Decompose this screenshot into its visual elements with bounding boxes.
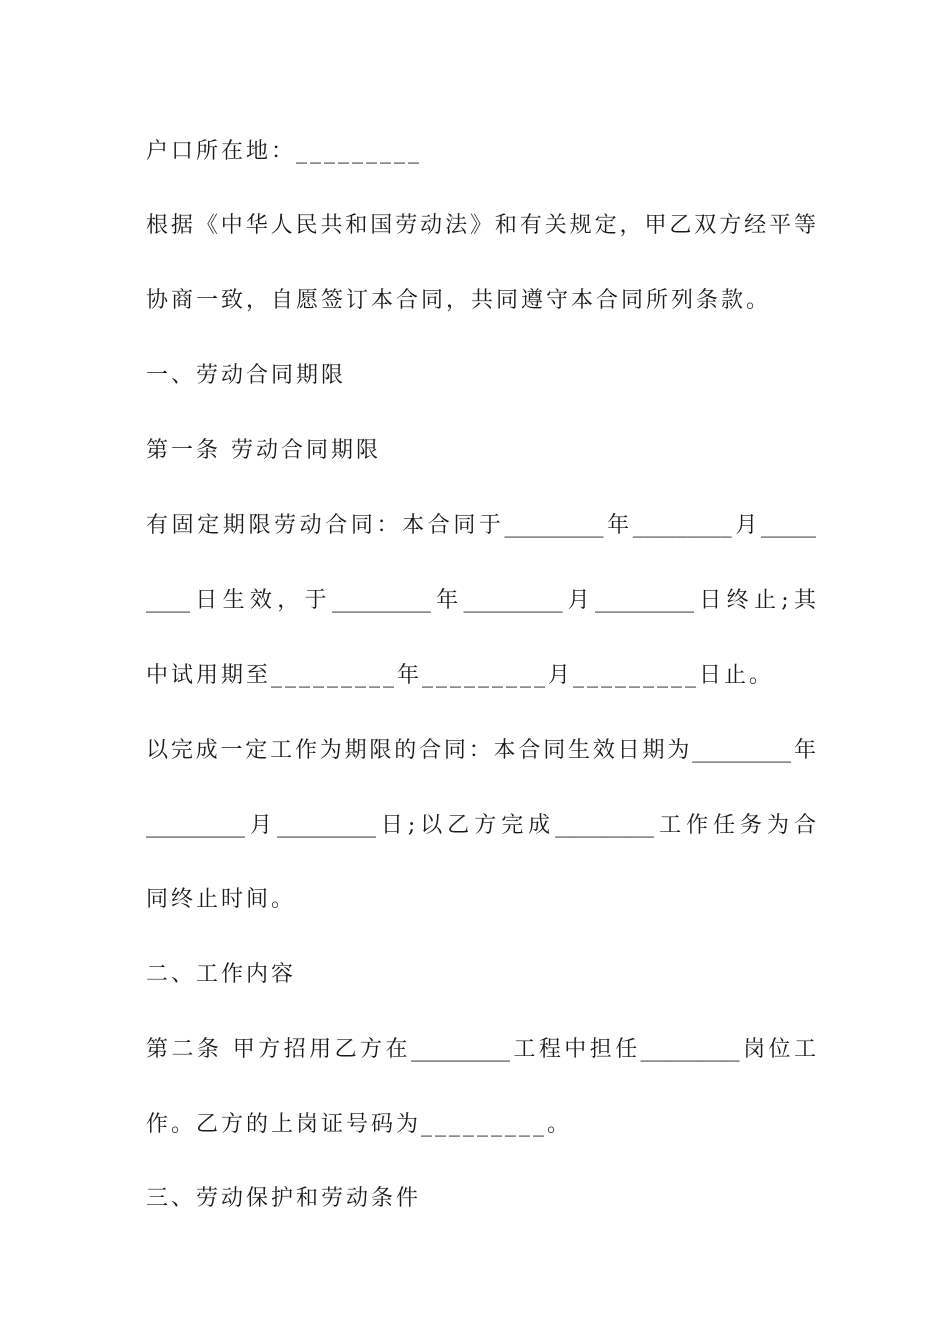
fixed-term-line-3: 中试用期至_________年_________月_________日止。 bbox=[146, 663, 775, 688]
preamble-line-1: 根据《中华人民共和国劳动法》和有关规定，甲乙双方经平等 bbox=[146, 213, 816, 238]
article-2-line-1: 第二条 甲方招用乙方在_________工程中担任_________岗位工 bbox=[146, 1037, 816, 1062]
article-1-heading: 第一条 劳动合同期限 bbox=[146, 438, 381, 463]
fixed-term-line-2: ____日生效，于_________年_________月_________日终止;其 bbox=[146, 588, 816, 613]
household-registration-line: 户口所在地：_________ bbox=[146, 139, 423, 164]
task-term-line-1: 以完成一定工作为期限的合同：本合同生效日期为_________年 bbox=[146, 738, 816, 763]
section-heading-1: 一、劳动合同期限 bbox=[146, 363, 347, 388]
fixed-term-line-1: 有固定期限劳动合同：本合同于_________年_________月_____ bbox=[146, 513, 816, 538]
task-term-line-2: _________月_________日;以乙方完成_________工作任务为合 bbox=[146, 813, 816, 838]
preamble-line-2: 协商一致，自愿签订本合同，共同遵守本合同所列条款。 bbox=[146, 288, 772, 313]
section-heading-3: 三、劳动保护和劳动条件 bbox=[146, 1186, 422, 1211]
section-heading-2: 二、工作内容 bbox=[146, 962, 297, 987]
task-term-line-3: 同终止时间。 bbox=[146, 887, 297, 912]
article-2-line-2: 作。乙方的上岗证号码为_________。 bbox=[146, 1112, 573, 1137]
